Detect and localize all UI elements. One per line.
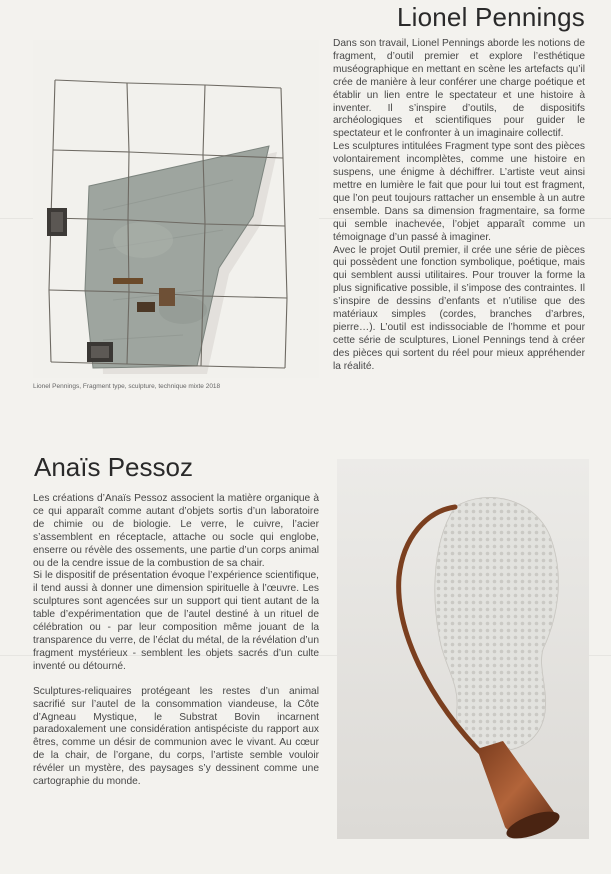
anais-pessoz-text	[33, 493, 319, 789]
artist-title-lionel-pennings: Lionel Pennings	[396, 2, 585, 32]
photo-caption: Lionel Pennings, Fragment type, sculpture, technique mixte 2018	[33, 383, 221, 390]
paragraph: Avec le projet Outil premier, il crée une série de pièces qui possèdent une fonction symbolique, poétique, mais qui semblent aussi utilitaires. Pour trouver la forme la plus significative possible, il s’impose des contraintes. Il s’inspire de dessins d’enfants et n’utilise que des matériaux simples (cordes, branches d’arbres, pierre…). L’outil est indissociable de l’homme et pour cette série de sculptures, Lionel Pennings tend à créer des pièces qui sortent du réel pour mieux appréhender la réalité.	[333, 244, 585, 372]
paragraph: Si le dispositif de présentation évoque l’expérience scientifique, il tend aussi à donner une dimension spirituelle à l’œuvre. Les sculptures sont agencées sur un support qui tient autant de la table d’expérimentation que de l’autel destiné à un rituel de célébration ou - par leur composition même jouant de la transparence du verre, de l’éclat du métal, de la révélation d’un fragment mystérieux - semblent les objets sacrés d’un culte inventé ou détourné.	[33, 570, 319, 672]
paragraph: Les créations d’Anaïs Pessoz associent la matière organique à ce qui apparaît comme autant d’objets sortis d’un laboratoire de chimie ou de biologie. Le verre, le cuivre, l’acier s’assemblent en réceptacle, attache ou socle qui englobe, enserre ou révèle des ossements, une partie d’un corps animal ou de la cendre issue de la combustion de sa chair.	[33, 493, 319, 569]
paragraph: Les sculptures intitulées Fragment type sont des pièces volontairement incomplètes, comme une histoire en suspens, une énigme à déchiffrer. L’artiste veut ainsi mettre en lumière le fait que pour lui tout est fragment, que l’on peut toujours rattacher un ensemble à un autre ensemble. Dans sa dimension fragmentaire, sa forme qui semble inachevée, l’objet apparaît comme un témoignage d’un passé à imaginer.	[333, 141, 585, 243]
horn-coral-sculpture-illustration	[337, 459, 589, 839]
fragment-type-sculpture-illustration	[33, 40, 319, 378]
sculpture-photo-horn-coral	[337, 459, 589, 839]
lionel-pennings-text	[333, 38, 585, 374]
paragraph: Dans son travail, Lionel Pennings aborde les notions de fragment, d’outil premier et explore l’esthétique muséographique en mettant en scène les artefacts qu’il crée de manière à leur conférer une charge poétique et établir un lien entre le spectateur et une histoire à inventer. Il s’inspire d’outils, de dispositifs archéologiques et scientifiques pour guider le spectateur et le confronter à un imaginaire collectif.	[333, 38, 585, 140]
paragraph: Sculptures-reliquaires protégeant les restes d’un animal sacrifié sur l’autel de la consommation viandeuse, la Côte d’Agneau Mystique, le Substrat Bovin incarnent paradoxalement une considération antispéciste du rapport aux êtres, comme un désir de communion avec le vivant. Au cœur de la chair, de l’organe, du corps, l’artiste semble vouloir révéler un mystère, des paysages s’y dessinent comme une cartographie du monde.	[33, 685, 319, 788]
artist-title-anais-pessoz: Anaïs Pessoz	[34, 452, 193, 482]
sculpture-photo-fragment-type	[33, 40, 319, 378]
